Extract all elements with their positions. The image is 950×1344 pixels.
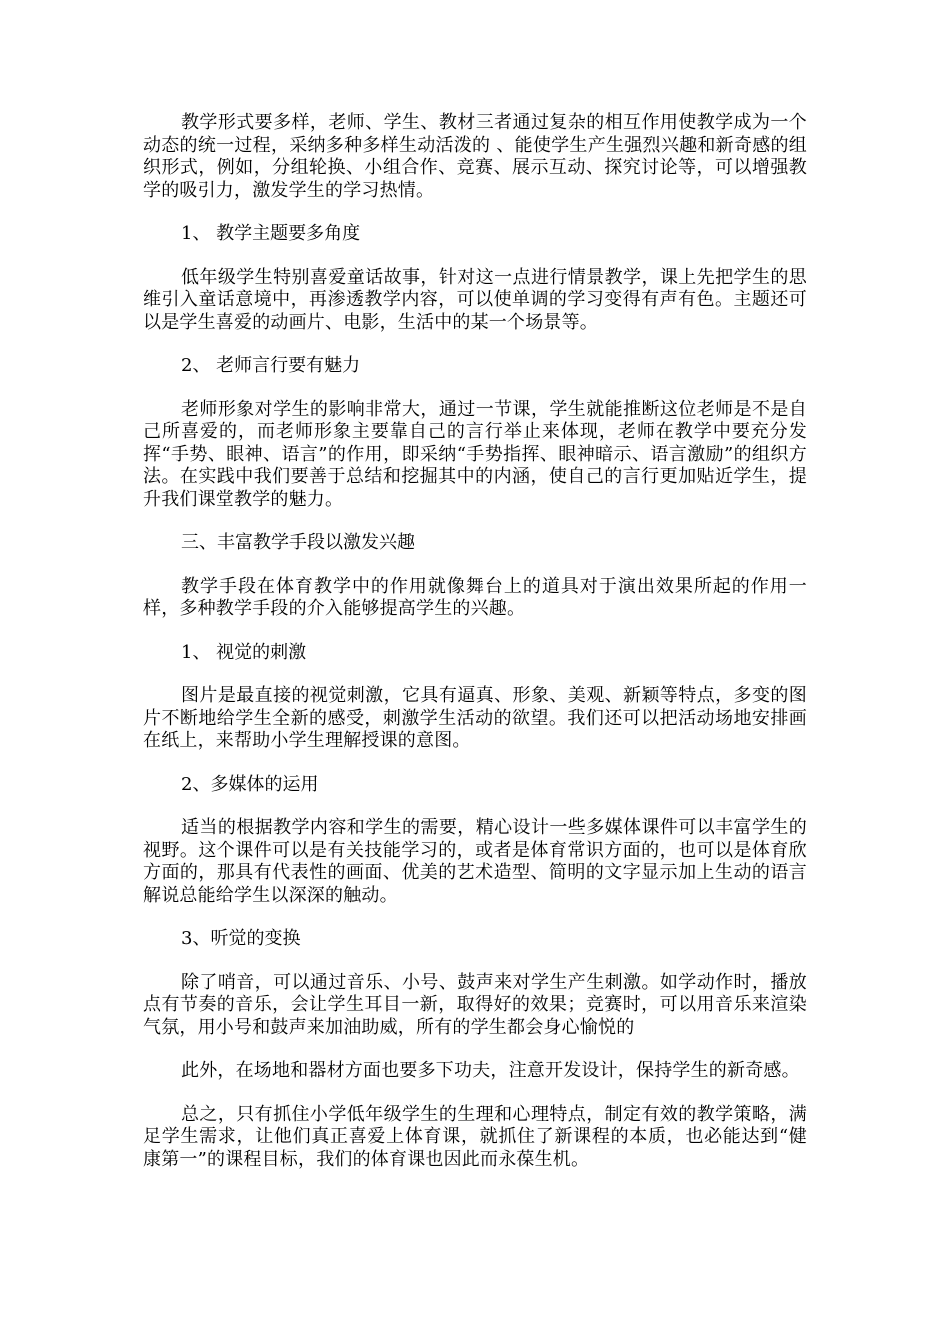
paragraph: 图片是最直接的视觉刺激，它具有逼真、形象、美观、新颖等特点，多变的图片不断地给学生全新的感受，刺激学生活动的欲望。我们还可以把活动场地安排画在纸上，来帮助小学生理解授课的意图。	[143, 685, 807, 751]
section-heading: 1、 教学主题要多角度	[181, 223, 361, 244]
paragraph: 教学形式要多样，老师、学生、教材三者通过复杂的相互作用使教学成为一个动态的统一过程，采纳多种多样生动活泼的 、能使学生产生强烈兴趣和新奇感的组织形式，例如，分组轮换、小组合作、竞赛、展示互动、探究讨论等，可以增强教学的吸引力，激发学生的学习热情。	[143, 112, 807, 201]
section-heading: 2、多媒体的运用	[181, 773, 319, 795]
section-heading: 1、 视觉的刺激	[181, 641, 307, 663]
paragraph: 除了哨音，可以通过音乐、小号、鼓声来对学生产生刺激。如学动作时，播放点有节奏的音乐，会让学生耳目一新，取得好的效果；竞赛时，可以用音乐来渲染气氛，用小号和鼓声来加油助威，所有的学生都会身心愉悦的	[143, 971, 807, 1038]
paragraph: 老师形象对学生的影响非常大，通过一节课，学生就能推断这位老师是不是自己所喜爱的，而老师形象主要靠自己的言行举止来体现，老师在教学中要充分发挥“手势、眼神、语言”的作用，即采纳“手势指挥、眼神暗示、语言激励”的组织方法。在实践中我们要善于总结和挖掘其中的内涵，使自己的言行更加贴近学生，提升我们课堂教学的魅力。	[143, 398, 807, 510]
paragraph: 教学手段在体育教学中的作用就像舞台上的道具对于演出效果所起的作用一样，多种教学手段的介入能够提高学生的兴趣。	[143, 575, 807, 619]
section-heading: 3、听觉的变换	[181, 928, 301, 949]
paragraph: 低年级学生特别喜爱童话故事，针对这一点进行情景教学，课上先把学生的思维引入童话意境中，再渗透教学内容，可以使单调的学习变得有声有色。主题还可以是学生喜爱的动画片、电影，生活中的某一个场景等。	[143, 266, 807, 333]
document-page	[143, 112, 807, 1192]
section-heading: 2、 老师言行要有魅力	[181, 355, 361, 376]
section-heading: 三、丰富教学手段以激发兴趣	[181, 532, 415, 553]
paragraph: 适当的根据教学内容和学生的需要，精心设计一些多媒体课件可以丰富学生的视野。这个课件可以是有关技能学习的，或者是体育常识方面的，也可以是体育欣方面的，那具有代表性的画面、优美的艺术造型、简明的文字显示加上生动的语言解说总能给学生以深深的触动。	[143, 817, 807, 906]
paragraph: 总之，只有抓住小学低年级学生的生理和心理特点，制定有效的教学策略，满足学生需求，让他们真正喜爱上体育课，就抓住了新课程的本质，也必能达到“健康第一”的课程目标，我们的体育课也因此而永葆生机。	[143, 1103, 807, 1170]
paragraph: 此外，在场地和器材方面也要多下功夫，注意开发设计，保持学生的新奇感。	[181, 1060, 800, 1081]
